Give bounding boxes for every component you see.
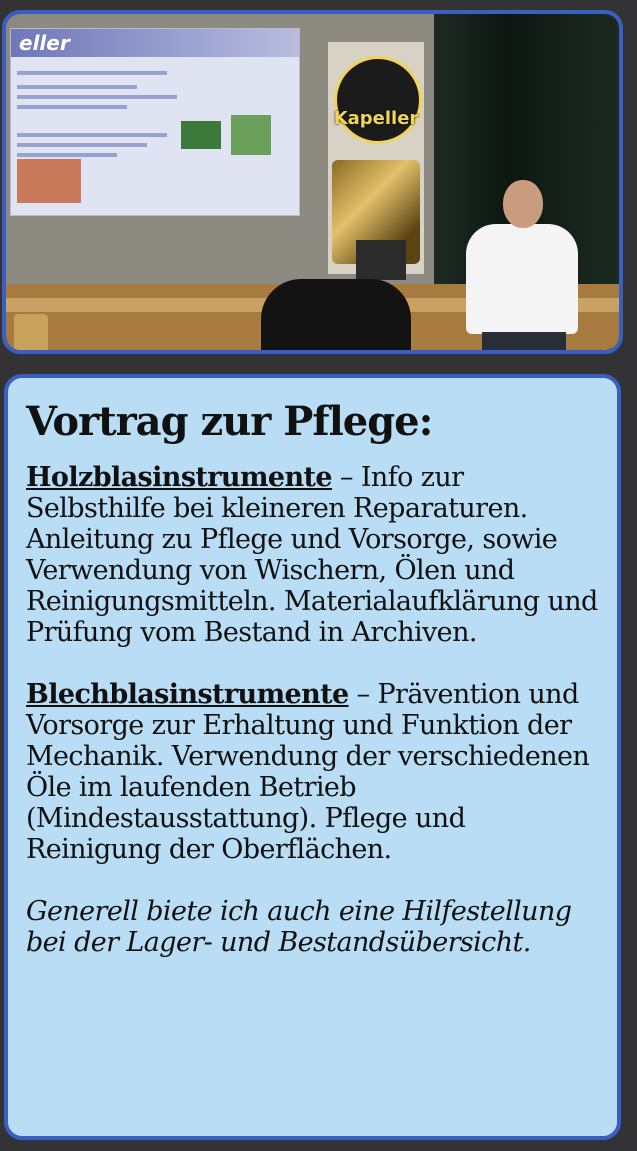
slide-image	[231, 115, 271, 155]
slide-line	[17, 133, 167, 137]
slide-line	[17, 85, 137, 89]
woodwind-paragraph	[26, 462, 601, 648]
speaker-body	[466, 224, 578, 334]
speaker-table	[261, 279, 411, 354]
slide-line	[17, 143, 147, 147]
laptop	[356, 240, 406, 280]
general-note: Generell biete ich auch eine Hilfestellung bei der Lager- und Bestandsübersicht.	[26, 896, 572, 958]
slide-image	[181, 121, 221, 149]
slide-image	[17, 159, 81, 203]
slide-line	[17, 95, 177, 99]
projection-screen	[10, 28, 300, 216]
presentation-photo	[2, 10, 623, 354]
text-card	[4, 374, 621, 1140]
speaker-head	[503, 180, 543, 228]
slide-line	[17, 71, 167, 75]
brass-label: Blechblasinstrumente	[26, 679, 349, 710]
slide-line	[17, 105, 127, 109]
speaker-legs	[482, 332, 566, 354]
brass-text: – Prävention und Vorsorge zur Erhaltung und Funktion der Mechanik. Verwendung der verschiedenen Öle im laufenden Betrieb (Mindestausstattung). Pflege und Reinigung der Oberflächen.	[26, 679, 590, 865]
banner-brand-text: Kapeller	[333, 108, 419, 129]
chair	[14, 314, 48, 354]
brass-paragraph	[26, 679, 601, 865]
card-title: Vortrag zur Pflege:	[26, 398, 433, 445]
slide-line	[17, 153, 117, 157]
slide-logo-text: eller	[19, 31, 70, 55]
woodwind-label: Holzblasinstrumente	[26, 462, 332, 493]
woodwind-text: – Info zur Selbsthilfe bei kleineren Reparaturen. Anleitung zu Pflege und Vorsorge, sowie Verwendung von Wischern, Ölen und Reinigungsmitteln. Materialaufklärung und Prüfung vom Bestand in Archiven.	[26, 462, 598, 648]
banner-logo-badge	[334, 56, 422, 144]
